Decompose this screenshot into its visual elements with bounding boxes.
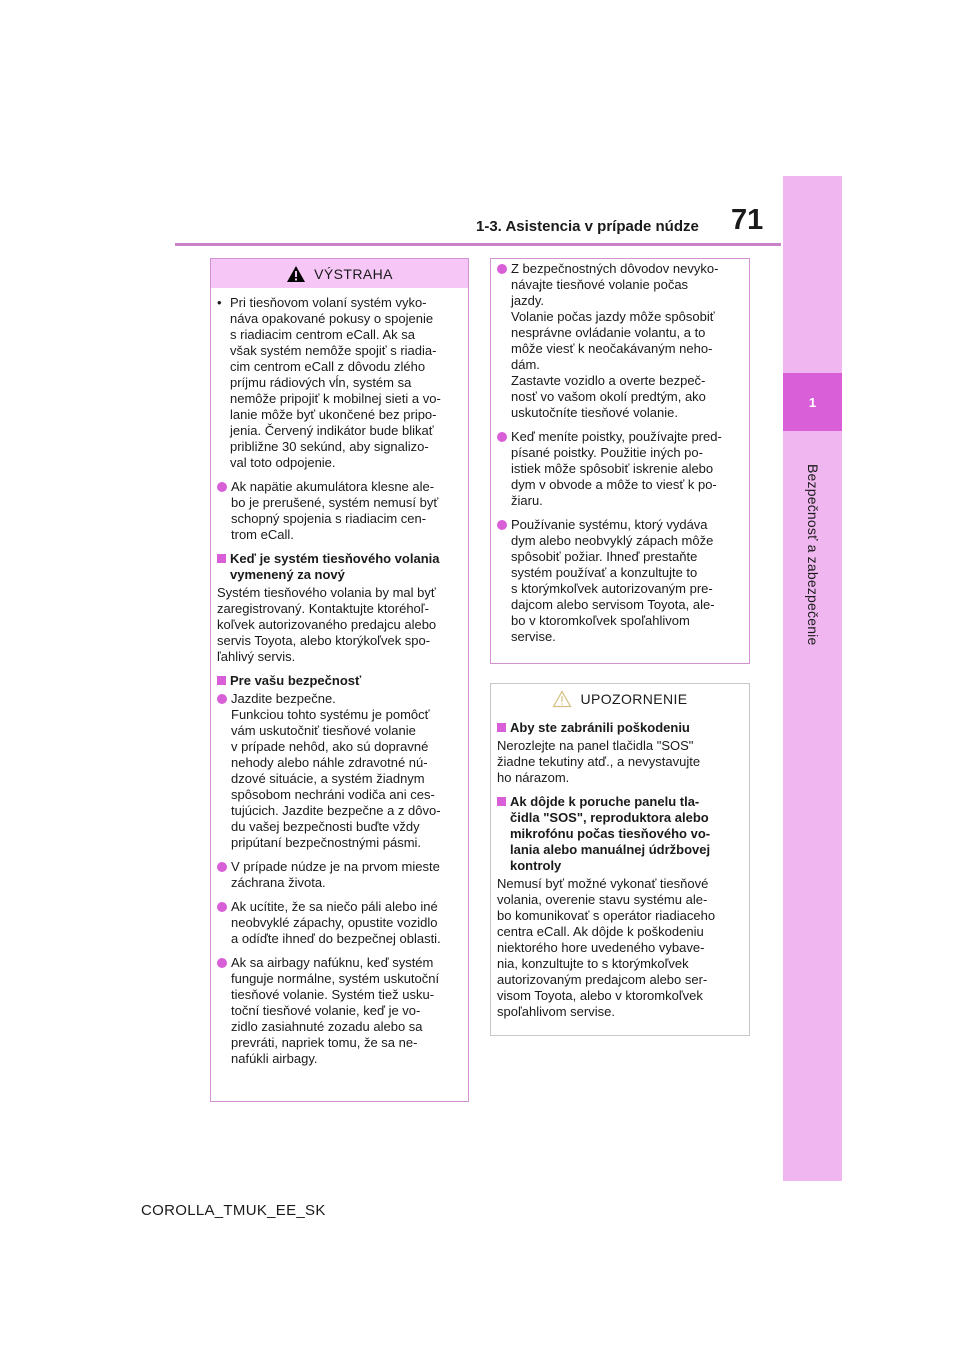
bullet-circle-icon	[217, 482, 227, 492]
warning-panel-right	[490, 258, 750, 664]
warning-title: VÝSTRAHA	[314, 265, 393, 282]
battery-text: Ak napätie akumulátora klesne ale- bo je prerušené, systém nemusí byť schopný spojenia s riadiacim cen- trom eCall.	[231, 479, 439, 542]
list-item	[217, 955, 464, 1067]
chapter-number: 1	[783, 373, 842, 431]
bullet-circle-icon	[217, 862, 227, 872]
list-item	[217, 295, 464, 471]
notice-header	[491, 684, 749, 713]
list-item	[497, 261, 745, 421]
list-item	[217, 479, 464, 543]
smoke-text: Používanie systému, ktorý vydáva dym alebo neobvyklý zápach môže spôsobiť požiar. Ihneď prestaňte systém používať a konzultujte to s ktorýmkoľvek autorizovaným pre- dajcom alebo servisom Toyota, ale- bo v ktoromkoľvek spoľahlivom servise.	[511, 517, 715, 644]
subheading-row	[217, 673, 464, 689]
malfunction-text: Nemusí byť možné vykonať tiesňové volania, overenie stavu systému ale- bo komunikovať s operátor riadiaceho centra eCall. Ak dôjde k poškodeniu niektorého hore uvedeného vybave- nia, konzultujte to s ktorýmkoľvek autorizovaným predajcom alebo ser- visom Toyota, alebo v ktoromkoľvek spoľahlivom servise.	[497, 876, 716, 1019]
page-number: 71	[731, 204, 764, 236]
bullet-circle-icon	[217, 958, 227, 968]
drive-safely-text: Jazdite bezpečne. Funkciou tohto systému je pomôcť vám uskutočniť tiesňové volanie v prípade nehôd, ako sú dopravné nehody alebo náhle zdravotné nú- dzové situácie, a systém žiadnym spôsobom nechráni vodiča ani ces- tujúcich. Jazdite bezpečne a z dôvo- du vašej bezpečnosti buďte vždy pripútaní bezpečnostnými pásmi.	[231, 691, 441, 850]
notice-panel	[490, 683, 750, 1036]
list-item	[217, 691, 464, 851]
bullet-square-icon	[497, 797, 506, 806]
bullet-square-icon	[217, 554, 226, 563]
bullet-circle-icon	[497, 264, 507, 274]
subheading-row	[497, 794, 745, 874]
bullet-circle-icon	[497, 432, 507, 442]
malfunction-heading: Ak dôjde k poruche panelu tla- čidla "SOS", reproduktora alebo mikrofónu počas tiesňového vo- lania alebo manuálnej údržbovej kontroly	[510, 794, 711, 873]
save-life-text: V prípade núdze je na prvom mieste záchrana života.	[231, 859, 440, 890]
replace-text: Systém tiesňového volania by mal byť zaregistrovaný. Kontaktujte ktoréhoľ- koľvek autorizovaného predajcu alebo servis Toyota, alebo ktorýkoľvek spo- ľahlivý servis.	[217, 585, 437, 664]
chapter-title: Bezpečnosť a zabezpečenie	[805, 464, 821, 646]
burning-smell-text: Ak ucítite, že sa niečo páli alebo iné neobvyklé zápachy, opustite vozidlo a odíďte ihneď do bezpečnej oblasti.	[231, 899, 441, 946]
section-title: 1-3. Asistencia v prípade núdze	[476, 218, 699, 235]
warning-body-left	[211, 288, 468, 1067]
bullet-circle-icon	[217, 694, 227, 704]
replace-heading: Keď je systém tiesňového volania vymenený za nový	[230, 551, 440, 582]
dash-marker: •	[217, 295, 222, 310]
damage-heading: Aby ste zabránili poškodeniu	[510, 720, 690, 735]
list-item	[497, 429, 745, 509]
list-item	[497, 517, 745, 645]
bullet-square-icon	[217, 676, 226, 685]
document-code: COROLLA_TMUK_EE_SK	[141, 1202, 326, 1219]
notice-title: UPOZORNENIE	[580, 690, 688, 707]
subheading-row	[217, 551, 464, 583]
list-item	[217, 899, 464, 947]
bullet-circle-icon	[497, 520, 507, 530]
warning-body-right	[491, 259, 749, 645]
damage-text: Nerozlejte na panel tlačidla "SOS" žiadne tekutiny atď., a nevystavujte ho nárazom.	[497, 738, 701, 785]
warning-triangle-icon	[286, 265, 306, 283]
no-call-while-driving-text: Z bezpečnostných dôvodov nevyko- návajte tiesňové volanie počas jazdy. Volanie počas jazdy môže spôsobiť nesprávne ovládanie volantu, a to môže viesť k neočakávaným neho- dám. Zastavte vozidlo a overte bezpeč- nosť vo vašom okolí predtým, ako uskutočníte tiesňové volanie.	[511, 261, 719, 420]
reconnect-attempts-text: Pri tiesňovom volaní systém vyko- náva opakované pokusy o spojenie s riadiacim centrom eCall. Ak sa však systém nemôže spojiť s riadia- cim centrom eCall z dôvodu zlého príjmu rádiových vĺn, systém sa nemôže pripojiť k mobilnej sieti a vo- lanie môže byť ukončené bez pripo- jenia. Červený indikátor bude blikať približne 30 sekúnd, aby signalizo- val toto odpojenie.	[230, 295, 441, 470]
bullet-circle-icon	[217, 902, 227, 912]
warning-header	[211, 259, 468, 288]
notice-body	[491, 713, 749, 1020]
header-rule	[175, 243, 781, 246]
warning-panel-left	[210, 258, 469, 1102]
safety-heading: Pre vašu bezpečnosť	[230, 673, 362, 688]
bullet-square-icon	[497, 723, 506, 732]
fuses-text: Keď meníte poistky, používajte pred- písané poistky. Použitie iných po- istiek môže spôsobiť iskrenie alebo dym v obvode a môže to viesť k po- žiaru.	[511, 429, 722, 508]
subheading-row	[497, 720, 745, 736]
caution-triangle-outline-icon	[552, 690, 572, 708]
chapter-side-tab	[783, 176, 842, 1181]
list-item	[217, 859, 464, 891]
airbag-text: Ak sa airbagy nafúknu, keď systém funguje normálne, systém uskutoční tiesňové volanie. Systém tiež usku- toční tiesňové volanie, keď je vo- zidlo zasiahnuté zozadu alebo sa prevráti, napriek tomu, že sa ne- nafúkli airbagy.	[231, 955, 440, 1066]
